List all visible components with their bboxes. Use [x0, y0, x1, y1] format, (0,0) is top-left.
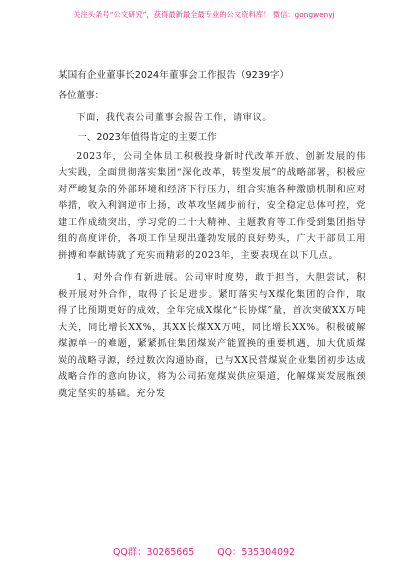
top-banner — [0, 0, 408, 30]
salutation: 各位董事： — [58, 90, 104, 101]
banner-text: 关注头条号“公文研究”，获得最新最全最专业的公文资料库！ 微信：gongwenyj — [73, 10, 335, 19]
paragraph-overview: 2023年，公司全体员工积极投身新时代改革开放、创新发展的伟大实践，全面贯彻落实集团“深化改革，转型发展”的战略部署，积极应对严峻复杂的外部环境和经济下行压力，组合实施各种激励机制和应对举措，收入利润逆市上扬，改革攻坚阔步前行，安全稳定总体可控，党建工作成绩突出，学习党的二十大精神、主题教育等工作受到集团指导组的高度评价，各项工作呈现出蓬勃发展的良好势头，广大干部员工用拼搏和奉献铸就了充实而精彩的2023年，主要表现在以下几点。 — [58, 150, 366, 261]
document-title: 某国有企业董事长2024年董事会工作报告（9239字） — [58, 70, 290, 81]
intro-paragraph: 下面，我代表公司董事会报告工作，请审议。 — [76, 112, 273, 123]
document-body — [58, 66, 366, 402]
paragraph-external-cooperation: 1、对外合作有新进展。公司审时度势，敢于担当，大胆尝试，积极开展对外合作，取得了长足进步。紧盯落实与X煤化集团的合作，取得了比预期更好的成效，全年完成X煤化“长协煤”量，首次突破XX万吨大关，同比增长XX%，其XX长煤XX万吨，同比增长XX%。积极破解煤源单一的难题，紧紧抓住集团煤炭产能置换的重要机遇，加大优质煤炭的战略寻源，经过数次沟通协商，已与XX民营煤炭企业集团初步达成战略合作的意向协议，将为公司拓宽煤炭供应渠道，化解煤炭发展瓶颈奠定坚实的基础。充分发 — [58, 272, 366, 399]
footer-qq-group: QQ群：30265665 — [112, 547, 195, 558]
footer-contact — [0, 544, 408, 558]
footer-qq: QQ：535304092 — [217, 547, 296, 558]
section-heading: 一、2023年值得肯定的主要工作 — [77, 131, 217, 143]
